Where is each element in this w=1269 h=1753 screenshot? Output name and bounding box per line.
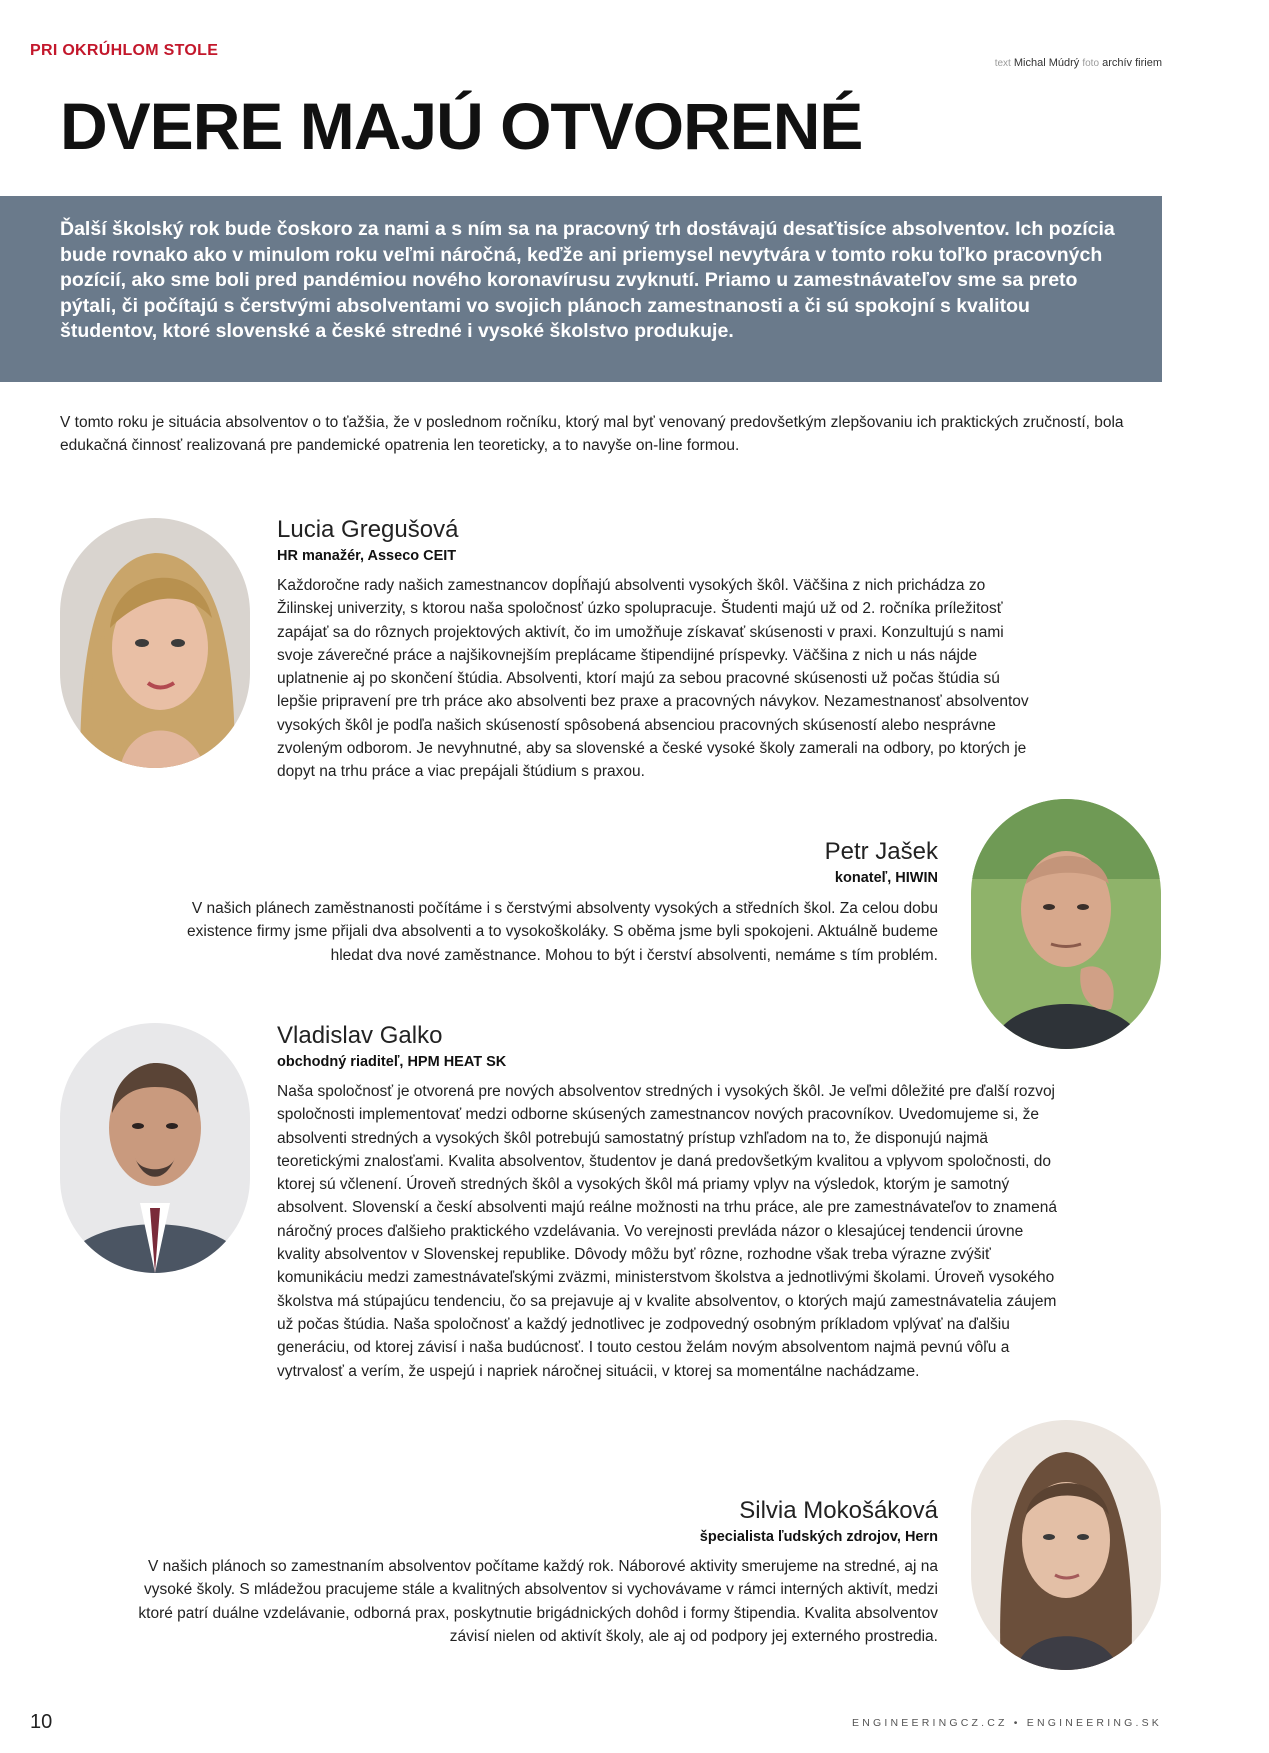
interview-text-lucia: Každoročne rady našich zamestnancov dopĺňajú absolventi vysokých škôl. Väčšina z nich prichádza zo Žilinskej univerzity, s ktorou naša spoločnosť úzko spolupracuje. Študenti majú už od 2. ročníka príležitosť zapájať sa do rôznych projektových aktivít, čo im umožňuje získavať skúsenosti v praxi. Konzultujú s nami svoje záverečné práce a najšikovnejším preplácame štipendijné príspevky. Väčšina z nich u nás nájde uplatnenie aj po skončení štúdia. Absolventi, ktorí majú za sebou pracovné skúsenosti už počas štúdia sú lepšie pripravení pre trh práce ako absolventi bez praxe a pracovných návykov. Nezamestnanosť absolventov vysokých škôl je podľa našich skúseností spôsobená absenciou pracovných skúseností alebo nesprávne zvoleným odborom. Je nevyhnutné, aby sa slovenské a české vysoké školy zamerali na odbory, po ktorých je dopyt na trhu práce a viac prepájali štúdium s praxou. — [277, 577, 1029, 781]
interviewee-name-petr: Petr Jašek — [824, 838, 938, 865]
interview-text-petr: V našich plánech zaměstnanosti počítáme i s čerstvými absolventy vysokých a středních škol. Za celou dobu existence firmy jsme přijali dva absolventi a to vysokoškoláky. S oběma jsme byli spokojeni. Aktuálně budeme hledat dva nové zaměstnance. Mohou to být i čerství absolventi, nemáme s tím problém. — [187, 900, 938, 964]
footer-site: ENGINEERINGCZ.CZ • ENGINEERING.SK — [852, 1717, 1162, 1729]
interview-text-silvia: V našich plánoch so zamestnaním absolventov počítame každý rok. Náborové aktivity smerujeme na stredné, aj na vysoké školy. S mládežou pracujeme stále a kvalitných absolventov si vychovávame v rámci interných aktivít, medzi ktoré patrí duálne vzdelávanie, odborná prax, poskytnutie brigádnických dohôd i formy štipendia. Kvalita absolventov závisí nielen od aktivít školy, ale aj od podpory jej externého prostredia. — [138, 1558, 938, 1645]
interview-text-vladislav: Naša spoločnosť je otvorená pre nových absolventov stredných i vysokých škôl. Je veľmi dôležité pre ďalší rozvoj spoločnosti implementovať medzi odborne skúsených zamestnancov nových pracovníkov. Uvedomujeme si, že absolventi stredných a vysokých škôl potrebujú samostatný prístup vzhľadom na to, že disponujú najmä teoretickými znalosťami. Kvalita absolventov, študentov je daná predovšetkým kvalitou a vplyvom spoločnosti, do ktorej sú včlenení. Úroveň stredných škôl a vysokých škôl má priamy vplyv na výsledok, ktorým je samotný absolvent. Slovenskí a českí absolventi majú reálne možnosti na trhu práce, ale pre zamestnávateľov to znamená náročný proces ďalšieho praktického vzdelávania. Vo verejnosti prevláda názor o klesajúcej tendencii úrovne kvality absolventov v Slovenskej republike. Dôvody môžu byť rôzne, rozhodne však treba výrazne zvýšiť komunikáciu medzi zamestnávateľskými zväzmi, ministerstvom školstva a jednotlivými školami. Úroveň vysokého školstva má stúpajúcu tendenciu, čo sa prejavuje aj v kvalite absolventov, o ktorých majú zamestnávatelia záujem už počas štúdia. Naša spoločnosť a každý jednotlivec je zodpovedný osobným príkladom vplývať na ďalšiu generáciu, od ktorej závisí i naša budúcnosť. I touto cestou želám novým absolventom najmä pevnú vôľu a vytrvalosť a verím, že uspejú i napriek náročnej situácii, v ktorej sa momentálne nachádzame. — [277, 1083, 1057, 1380]
interviewee-name-vladislav: Vladislav Galko — [277, 1022, 443, 1049]
article-title: DVERE MAJÚ OTVORENÉ — [60, 89, 863, 163]
article-credits — [995, 57, 1162, 69]
portrait-man-green-background-icon — [971, 799, 1161, 1049]
portrait-photo-lucia — [60, 518, 250, 768]
portrait-woman-blonde-icon — [60, 518, 250, 768]
credits-photo-source: archív firiem — [1102, 57, 1162, 69]
article-lead: Ďalší školský rok bude čoskoro za nami a s ním sa na pracovný trh dostávajú desaťtisíce absolventov. Ich pozícia bude rovnako ako v minulom roku veľmi náročná, keďže ani priemysel nevytvára v tomto roku toľko pracovných pozícií, ako sme boli pred pandémiou nového koronavírusu zvyknutí. Priamo u zamestnávateľov sme sa preto pýtali, či počítajú s čerstvými absolventami vo svojich plánoch zamestnanosti a či sú spokojní s kvalitou študentov, ktoré slovenské a české stredné i vysoké školstvo produkuje. — [60, 218, 1115, 342]
portrait-man-suit-icon — [60, 1023, 250, 1273]
interviewee-role-vladislav: obchodný riaditeľ, HPM HEAT SK — [277, 1054, 507, 1070]
credits-author: Michal Múdrý — [1013, 57, 1080, 69]
page-number: 10 — [30, 1711, 53, 1733]
credits-text-label: text — [994, 58, 1011, 69]
interviewee-role-petr: konateľ, HIWIN — [834, 870, 938, 886]
credits-foto-label: foto — [1082, 58, 1100, 69]
interviewee-role-silvia: špecialista ľudských zdrojov, Hern — [699, 1529, 938, 1545]
interviewee-name-silvia: Silvia Mokošáková — [739, 1497, 938, 1524]
section-label: PRI OKRÚHLOM STOLE — [30, 42, 219, 59]
portrait-photo-petr — [971, 799, 1161, 1049]
portrait-photo-vladislav — [60, 1023, 250, 1273]
portrait-woman-brown-hair-icon — [971, 1420, 1161, 1670]
article-intro: V tomto roku je situácia absolventov o to ťažšia, že v poslednom ročníku, ktorý mal byť venovaný predovšetkým zlepšovaniu ich praktických zručností, bola edukačná činnosť realizovaná pre pandemické opatrenia len teoreticky, a to navyše on-line formou. — [60, 414, 1124, 454]
interviewee-name-lucia: Lucia Gregušová — [277, 516, 459, 543]
interviewee-role-lucia: HR manažér, Asseco CEIT — [277, 548, 457, 564]
portrait-photo-silvia — [971, 1420, 1161, 1670]
